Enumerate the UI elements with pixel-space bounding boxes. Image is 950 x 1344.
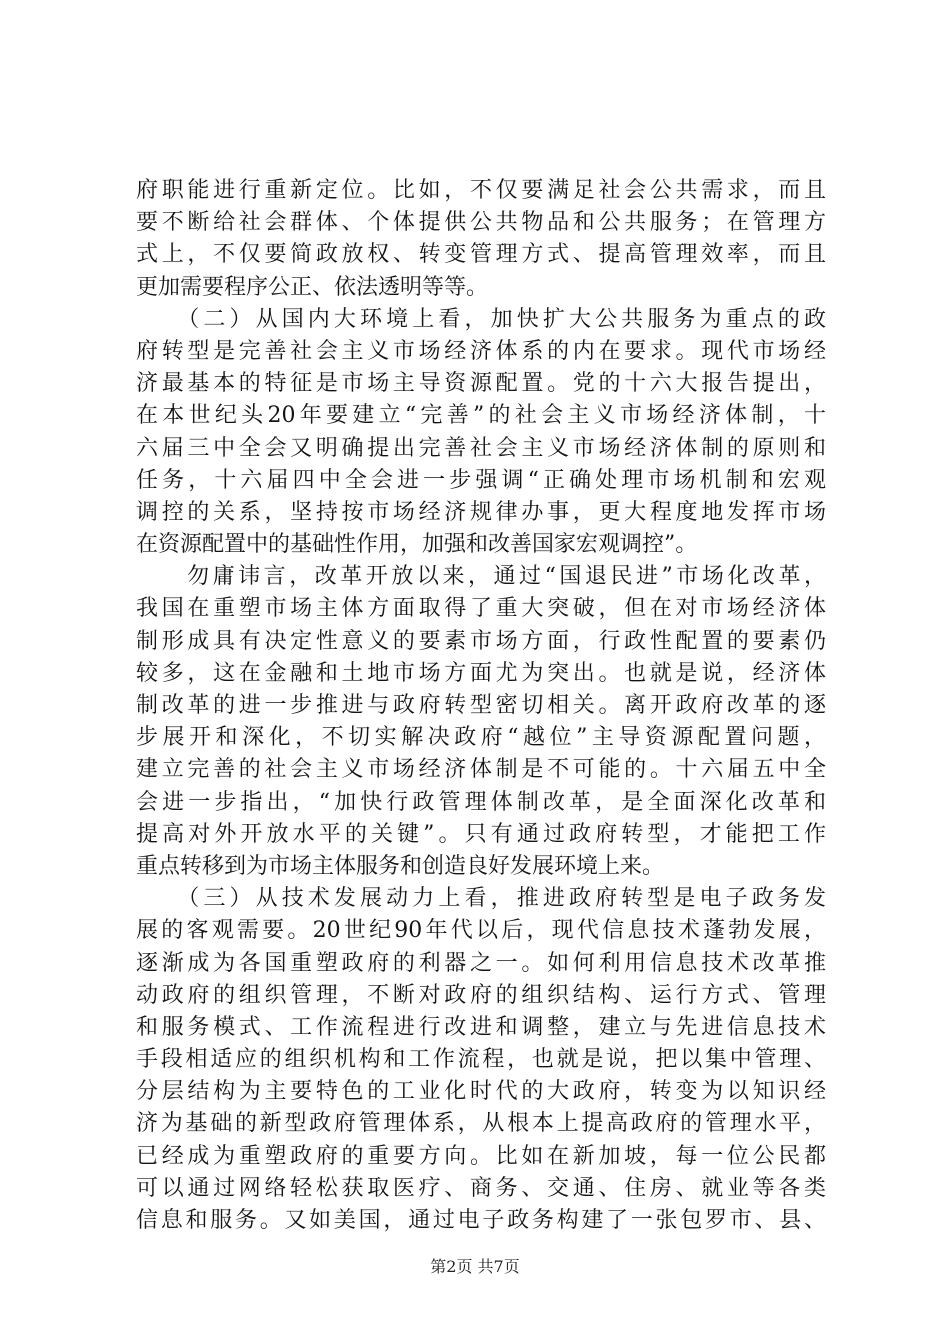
text-line: 式上，不仅要简政放权、转变管理方式、提高管理效率，而且 — [136, 242, 826, 268]
page-footer: 第2页 共7页 — [430, 1257, 520, 1276]
text-line: 任务，十六届四中全会进一步强调“正确处理市场机制和宏观 — [136, 467, 826, 493]
text-line: 调控的关系，坚持按市场经济规律办事，更大程度地发挥市场 — [136, 499, 826, 525]
text-line: 制改革的进一步推进与政府转型密切相关。离开政府改革的逐 — [136, 693, 826, 718]
text-line: 济为基础的新型政府管理体系，从根本上提高政府的管理水平， — [136, 1111, 826, 1137]
text-line: 要不断给社会群体、个体提供公共物品和公共服务；在管理方 — [136, 210, 826, 236]
text-line: 府转型是完善社会主义市场经济体系的内在要求。现代市场经 — [136, 338, 826, 364]
text-line: 会进一步指出，“加快行政管理体制改革，是全面深化改革和 — [136, 789, 826, 815]
text-line: 制形成具有决定性意义的要素市场方面，行政性配置的要素仍 — [136, 628, 826, 654]
text-line: 动政府的组织管理，不断对政府的组织结构、运行方式、管理 — [136, 982, 826, 1008]
text-line: 我国在重塑市场主体方面取得了重大突破，但在对市场经济体 — [136, 596, 826, 622]
text-line: 手段相适应的组织机构和工作流程，也就是说，把以集中管理、 — [136, 1047, 826, 1073]
text-line: 在本世纪头20年要建立“完善”的社会主义市场经济体制，十 — [136, 403, 826, 429]
text-line: 勿庸讳言，改革开放以来，通过“国退民进”市场化改革， — [136, 564, 826, 590]
text-line: 步展开和深化，不切实解决政府“越位”主导资源配置问题， — [136, 725, 826, 751]
text-line: 和服务模式、工作流程进行改进和调整，建立与先进信息技术 — [136, 1014, 826, 1040]
text-line: 提高对外开放水平的关键”。只有通过政府转型，才能把工作 — [136, 821, 826, 847]
text-line: 分层结构为主要特色的工业化时代的大政府，转变为以知识经 — [136, 1079, 826, 1105]
text-line: 在资源配置中的基础性作用，加强和改善国家宏观调控”。 — [136, 532, 698, 558]
text-line: 可以通过网络轻松获取医疗、商务、交通、住房、就业等各类 — [136, 1175, 826, 1201]
text-line: （二）从国内大环境上看，加快扩大公共服务为重点的政 — [136, 306, 826, 332]
text-line: 更加需要程序公正、依法透明等等。 — [136, 274, 489, 300]
text-line: 建立完善的社会主义市场经济体制是不可能的。十六届五中全 — [136, 757, 826, 783]
text-line: 济最基本的特征是市场主导资源配置。党的十六大报告提出， — [136, 371, 826, 397]
text-line: 逐渐成为各国重塑政府的利器之一。如何利用信息技术改革推 — [136, 950, 826, 976]
text-line: 已经成为重塑政府的重要方向。比如在新加坡，每一位公民都 — [136, 1143, 826, 1169]
text-line: 府职能进行重新定位。比如，不仅要满足社会公共需求，而且 — [136, 178, 826, 203]
body-text — [136, 175, 826, 1237]
text-line: 较多，这在金融和土地市场方面尤为突出。也就是说，经济体 — [136, 660, 826, 686]
text-line: 六届三中全会又明确提出完善社会主义市场经济体制的原则和 — [136, 435, 826, 461]
text-line: 重点转移到为市场主体服务和创造良好发展环境上来。 — [136, 853, 665, 879]
text-line: 信息和服务。又如美国，通过电子政务构建了一张包罗市、县、 — [136, 1208, 826, 1233]
text-line: （三）从技术发展动力上看，推进政府转型是电子政务发 — [136, 886, 826, 912]
text-line: 展的客观需要。20世纪90年代以后，现代信息技术蓬勃发展， — [136, 918, 826, 944]
